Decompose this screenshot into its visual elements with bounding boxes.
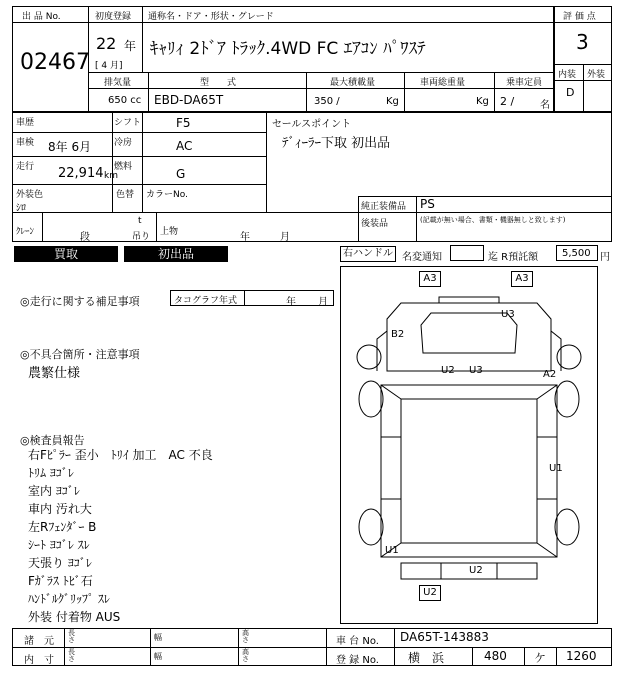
gross-weight-label: 車両総重量 bbox=[420, 78, 466, 88]
reg-kana: ケ bbox=[534, 651, 547, 665]
crane-tonnage: t bbox=[138, 216, 142, 226]
color-label: 外装色 bbox=[16, 190, 44, 200]
exterior-label: 外装 bbox=[587, 70, 606, 80]
history-label: 車歴 bbox=[16, 118, 35, 128]
lot-label: 出 品 No. bbox=[22, 12, 61, 22]
inner-length-label: 長さ bbox=[68, 648, 75, 663]
defects-title: ◎不具合箇所・注意事項 bbox=[20, 348, 140, 361]
mileage-label: 走行 bbox=[16, 162, 35, 172]
capacity-label: 乗車定員 bbox=[506, 78, 543, 88]
aftermarket-label: 後装品 bbox=[361, 219, 389, 229]
mileage-note-title: ◎走行に関する補足事項 bbox=[20, 295, 140, 308]
report-line: 外装 付着物 AUS bbox=[28, 610, 121, 624]
zone-b2: B2 bbox=[391, 329, 405, 340]
interior-label: 内装 bbox=[558, 70, 577, 80]
chassis-label: 車 台 No. bbox=[336, 636, 379, 647]
spec-row-label: 諸 元 bbox=[24, 636, 54, 647]
reg-number: 1260 bbox=[566, 649, 597, 663]
genuine-label: 純正装備品 bbox=[361, 202, 407, 212]
reg-class: 480 bbox=[484, 649, 507, 663]
fuel-value: G bbox=[176, 167, 186, 181]
report-line: 天張り ﾖｺﾞﾚ bbox=[28, 556, 92, 570]
model-code-label: 型 式 bbox=[200, 78, 237, 88]
interior-grade: D bbox=[566, 86, 575, 99]
reg-area: 横 浜 bbox=[408, 651, 445, 665]
first-reg-year-unit: 年 bbox=[124, 39, 137, 53]
right-hand-tag: 右ハンドル bbox=[340, 246, 396, 262]
score-value: 3 bbox=[576, 30, 589, 54]
shift-label: シフト bbox=[114, 118, 142, 128]
report-title: ◎検査員報告 bbox=[20, 434, 85, 447]
report-line: Fｶﾞﾗｽ ﾄﾋﾞ石 bbox=[28, 574, 93, 588]
upper-month: 月 bbox=[280, 232, 290, 243]
zone-u1-left: U1 bbox=[385, 545, 399, 556]
color-value: ｼﾛ bbox=[16, 203, 26, 214]
ac-label: 冷房 bbox=[114, 138, 133, 148]
recycle-fee: 5,500 bbox=[562, 248, 591, 259]
displacement-label: 排気量 bbox=[104, 78, 132, 88]
zone-u3-cab: U3 bbox=[469, 365, 483, 376]
vehicle-diagram-frame bbox=[340, 266, 598, 624]
fuel-label: 燃料 bbox=[114, 162, 133, 172]
height-label: 高さ bbox=[242, 629, 249, 644]
zone-u3-top: U3 bbox=[501, 309, 515, 320]
recycle-label: 迄 R預託額 bbox=[488, 252, 539, 263]
report-line: 左Rﾌｪﾝﾀﾞｰ B bbox=[28, 520, 97, 534]
max-load-label: 最大積載量 bbox=[330, 78, 376, 88]
chassis-number: DA65T-143883 bbox=[400, 630, 489, 644]
mileage-value: 22,914 bbox=[58, 166, 104, 181]
displacement: 650 cc bbox=[108, 95, 142, 106]
report-line: ﾄﾘﾑ ﾖｺﾞﾚ bbox=[28, 466, 74, 480]
capacity: 2 / bbox=[500, 95, 515, 108]
mileage-unit: km bbox=[104, 171, 118, 181]
inner-width-label: 幅 bbox=[154, 652, 162, 661]
reg-label: 登 録 No. bbox=[336, 655, 379, 666]
model-code: EBD-DA65T bbox=[154, 93, 224, 107]
lot-number: 02467 bbox=[20, 50, 90, 75]
zone-u2-cab: U2 bbox=[441, 365, 455, 376]
buy-tag: 買取 bbox=[14, 246, 118, 262]
capacity-unit: 名 bbox=[540, 100, 550, 111]
first-listing-tag: 初出品 bbox=[124, 246, 228, 262]
meter-change-label: 名変通知 bbox=[402, 252, 442, 263]
report-line: 車内 汚れ大 bbox=[28, 502, 92, 516]
sales-point-label: セールスポイント bbox=[272, 119, 352, 130]
zone-a3-right: A3 bbox=[511, 271, 533, 287]
color-code-label: カラーNo. bbox=[146, 190, 188, 200]
model-name-label: 通称名・ドア・形状・グレード bbox=[148, 12, 274, 22]
max-load-unit: Kg bbox=[386, 96, 399, 107]
upper-year: 年 bbox=[240, 232, 250, 243]
upper-label: 上物 bbox=[160, 227, 179, 237]
crane-steps: 段 bbox=[80, 232, 90, 243]
zone-u2-bottom: U2 bbox=[419, 585, 441, 601]
model-name: ｷｬﾘｨ 2ﾄﾞｱ ﾄﾗｯｸ.4WD FC ｴｱｺﾝ ﾊﾟﾜｽﾃ bbox=[150, 39, 426, 59]
aftermarket-note: (記載が無い場合、書類・機器無しと致します) bbox=[420, 216, 566, 224]
gross-weight-unit: Kg bbox=[476, 96, 489, 107]
inner-row-label: 内 寸 bbox=[24, 655, 54, 666]
first-reg-year: 22 bbox=[96, 34, 117, 53]
crane-label: ｸﾚｰﾝ bbox=[16, 227, 35, 237]
width-label: 幅 bbox=[154, 633, 162, 642]
score-label: 評 価 点 bbox=[563, 12, 596, 22]
zone-u1-right: U1 bbox=[549, 463, 563, 474]
meter-change-box bbox=[450, 245, 484, 261]
tacho-month: 月 bbox=[318, 297, 328, 308]
length-label: 長さ bbox=[68, 629, 75, 644]
report-line: 右Fﾋﾟﾗｰ 歪小 ﾄﾘｲ 加工 AC 不良 bbox=[28, 448, 213, 462]
recycle-yen: 円 bbox=[600, 252, 610, 263]
inspection-label: 車検 bbox=[16, 138, 35, 148]
max-load: 350 / bbox=[314, 96, 340, 107]
report-line: ｼｰﾄ ﾖｺﾞﾚ ｽﾚ bbox=[28, 538, 90, 552]
inspection-value: 8年 6月 bbox=[48, 140, 92, 154]
crane-hanging: 吊り bbox=[132, 232, 151, 242]
shift-value: F5 bbox=[176, 116, 191, 130]
ac-value: AC bbox=[176, 139, 193, 153]
first-reg-month: [ 4 月] bbox=[95, 61, 123, 71]
zone-a2: A2 bbox=[543, 369, 557, 380]
color-change-label: 色替 bbox=[116, 190, 135, 200]
zone-a3-left: A3 bbox=[419, 271, 441, 287]
defects-text: 農繁仕様 bbox=[28, 366, 81, 381]
tacho-year: 年 bbox=[286, 297, 296, 308]
first-reg-label: 初度登録 bbox=[95, 12, 132, 22]
genuine-value: PS bbox=[420, 197, 435, 211]
report-line: 室内 ﾖｺﾞﾚ bbox=[28, 484, 80, 498]
tacho-label: タコグラフ年式 bbox=[174, 296, 238, 306]
inner-height-label: 高さ bbox=[242, 648, 249, 663]
report-line: ﾊﾝﾄﾞﾙｸﾞﾘｯﾌﾟ ｽﾚ bbox=[28, 592, 110, 606]
sales-point-text: ﾃﾞｨｰﾗｰ下取 初出品 bbox=[282, 136, 391, 151]
zone-u2-rear: U2 bbox=[469, 565, 483, 576]
